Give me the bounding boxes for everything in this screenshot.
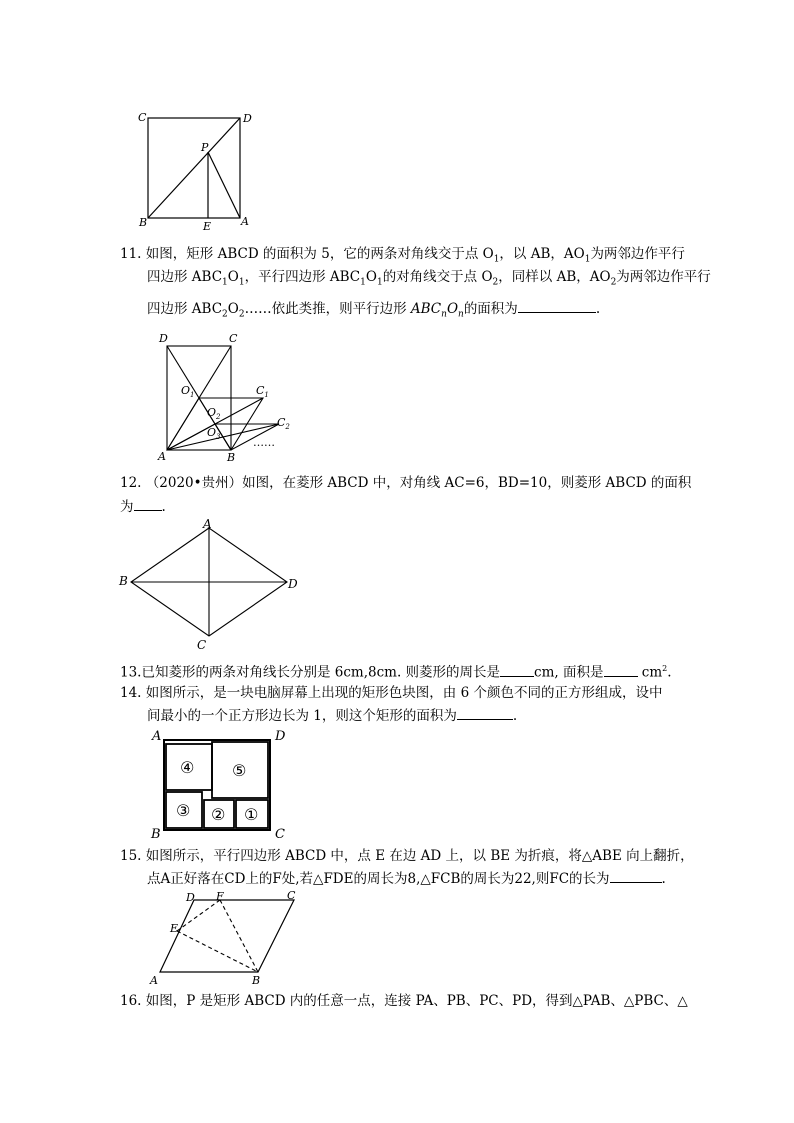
fig11-label-O3: $O_3$ — [207, 426, 221, 441]
fig14-square-1: ① — [244, 805, 259, 824]
fig14-label-D: D — [275, 729, 286, 744]
figure-q10 — [136, 108, 260, 234]
fig10-label-A: A — [241, 215, 249, 228]
fig15-label-F: F — [216, 890, 224, 903]
fig10-label-D: D — [243, 112, 252, 125]
q14-line1: 14. 如图所示，是一块电脑屏幕上出现的矩形色块图，由 6 个颜色不同的正方形组成，设中 — [120, 685, 663, 701]
fig11-label-O1: $O_1$ — [181, 384, 195, 399]
fig14-label-C: C — [275, 827, 285, 840]
q15-answer-blank[interactable] — [610, 868, 662, 883]
figure-q14 — [148, 726, 296, 840]
figure-q15 — [148, 890, 306, 986]
fig10-label-P: P — [201, 141, 209, 154]
fig15-label-C: C — [287, 890, 296, 902]
fig15-label-B: B — [252, 974, 261, 986]
fig12-label-D: D — [288, 577, 298, 591]
figure-q12 — [115, 518, 305, 652]
fig14-label-A: A — [152, 729, 162, 744]
q12-line1: 12. （2020•贵州）如图，在菱形 ABCD 中，对角线 AC=6，BD=10，则菱形 ABCD 的面积 — [120, 475, 692, 491]
fig14-square-2: ② — [211, 805, 226, 824]
fig14-square-3: ③ — [176, 801, 191, 820]
fig10-label-C: C — [138, 111, 147, 124]
fig11-label-O2: $O_2$ — [207, 406, 221, 421]
q11-line1: 11. 如图，矩形 ABCD 的面积为 5，它的两条对角线交于点 $O_1$，以 AB，$AO_1$为两邻边作平行 — [120, 246, 685, 265]
q16-line1: 16. 如图，P 是矩形 ABCD 内的任意一点，连接 PA、PB、PC、PD，得到△PAB、△PBC、△ — [120, 993, 688, 1009]
fig11-label-B: B — [227, 451, 236, 462]
fig11-label-C2: $C_2$ — [277, 416, 290, 431]
figure-q11 — [155, 330, 295, 462]
fig15-label-E: E — [170, 922, 179, 935]
q15-line1: 15. 如图所示，平行四边形 ABCD 中，点 E 在边 AD 上，以 BE 为折痕，将△ABE 向上翻折， — [120, 848, 694, 864]
fig11-label-C1: $C_1$ — [256, 384, 269, 399]
fig14-square-5: ⑤ — [232, 761, 247, 780]
q14-line2: 间最小的一个正方形边长为 1，则这个矩形的面积为 . — [147, 705, 517, 725]
q12-line2: 为 . — [120, 496, 166, 516]
q14-answer-blank[interactable] — [457, 705, 513, 720]
fig11-dots: …… — [253, 436, 275, 449]
fig14-label-B: B — [151, 827, 161, 840]
fig14-square-4: ④ — [180, 758, 195, 777]
fig10-label-E: E — [203, 220, 212, 233]
q11-answer-blank[interactable] — [518, 298, 596, 313]
q15-line2: 点A正好落在CD上的F处,若△FDE的周长为8,△FCB的周长为22,则FC的长为 . — [147, 868, 666, 888]
q11-line2: 四边形 $ABC_1O_1$，平行四边形 $ABC_1O_1$的对角线交于点 $O_2$，同样以 AB，$AO_2$为两邻边作平行 — [147, 269, 711, 288]
q13-line: 13.已知菱形的两条对角线长分别是 6cm,8cm. 则菱形的周长是 cm, 面积是 $cm^2$. — [120, 660, 672, 682]
fig12-label-B: B — [119, 574, 128, 588]
q12-answer-blank[interactable] — [134, 496, 162, 511]
q11-line3: 四边形 $ABC_2O_2\dots\dots$依此类推，则平行边形 $ABC_nO_n$的面积为 . — [147, 298, 600, 324]
fig12-label-C: C — [197, 638, 207, 652]
q13-area-blank[interactable] — [604, 662, 638, 677]
fig11-label-C: C — [229, 332, 238, 345]
fig15-label-A: A — [150, 974, 158, 986]
fig12-label-A: A — [203, 518, 212, 531]
fig11-label-A: A — [158, 450, 166, 462]
q13-perimeter-blank[interactable] — [500, 662, 534, 677]
fig11-label-D: D — [159, 332, 168, 345]
fig15-label-D: D — [186, 891, 195, 904]
fig10-label-B: B — [139, 216, 148, 229]
